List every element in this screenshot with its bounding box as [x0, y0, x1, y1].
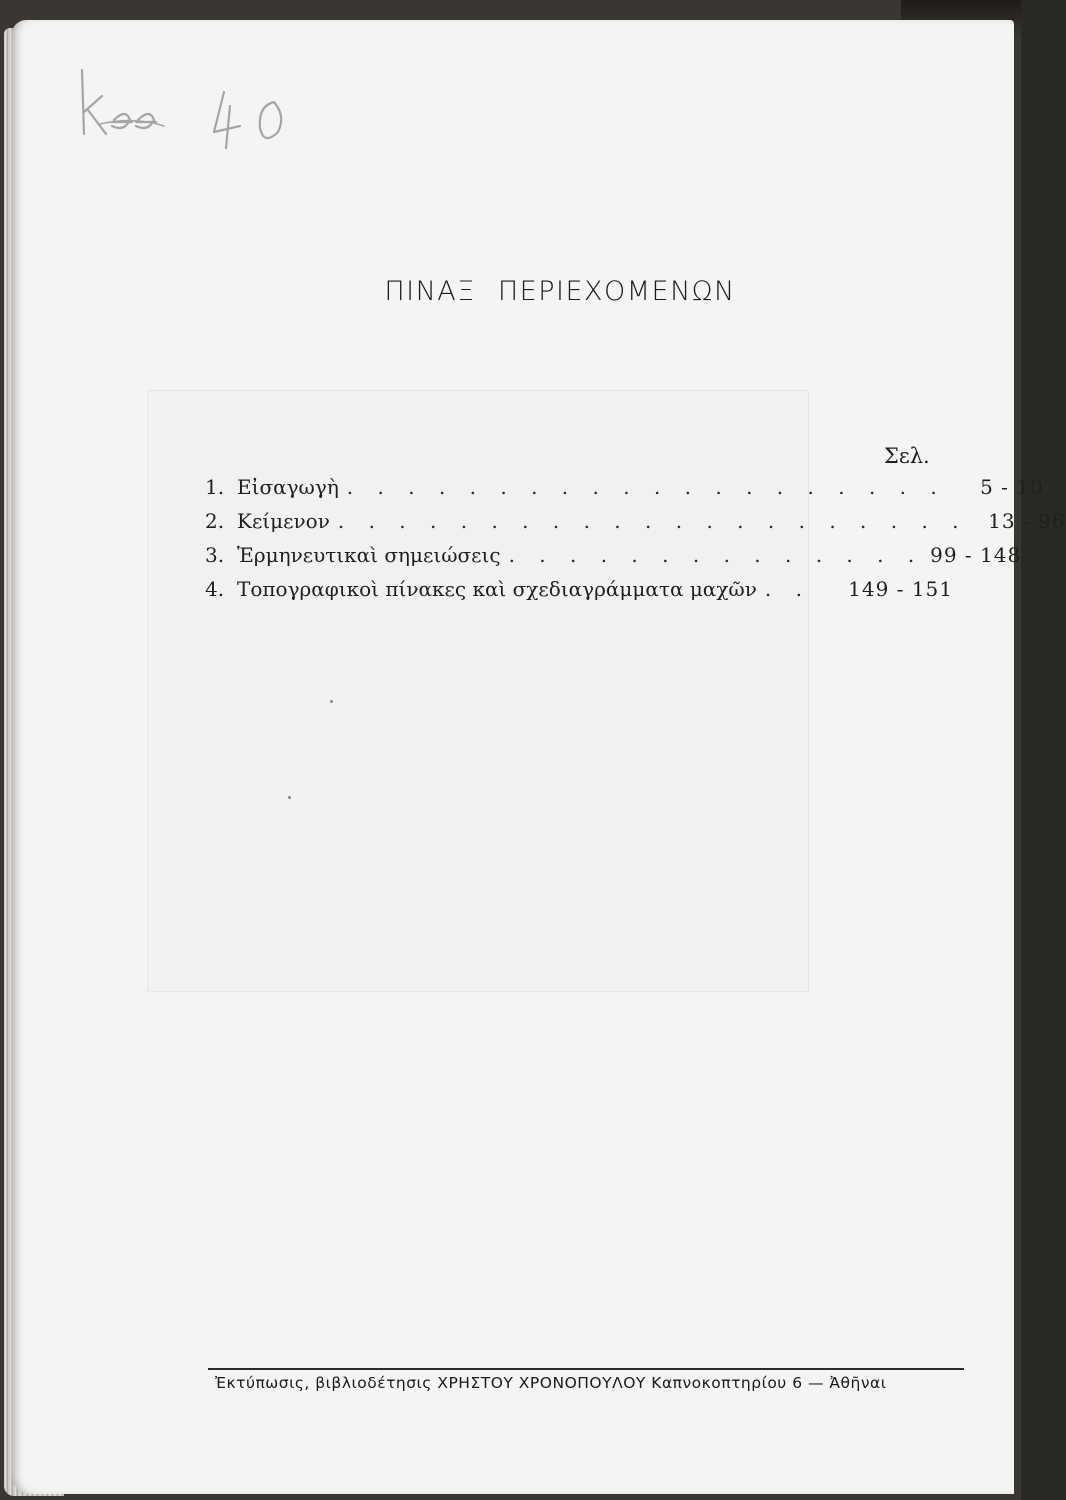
table-of-contents	[205, 475, 1066, 611]
toc-leader-dots: . . . . . . . . . . . . . .	[508, 543, 924, 567]
handwritten-pencil-mark	[74, 62, 334, 152]
toc-page-range: 5 - 10	[980, 475, 1044, 499]
toc-title: Εἰσαγωγὴ	[237, 475, 339, 499]
page-title	[12, 276, 1014, 307]
toc-page-range: 13 - 96	[988, 509, 1066, 533]
title-word-1: ΠΙΝΑΞ	[384, 276, 476, 307]
toc-leader-dots: . . . . . . . . . . . . . . . . . . . .	[346, 475, 946, 499]
toc-number: 2.	[205, 509, 225, 533]
toc-row	[205, 543, 1022, 577]
toc-number: 1.	[205, 475, 225, 499]
toc-page-range: 99 - 148	[930, 543, 1022, 567]
toc-title: Ἑρμηνευτικαὶ σημειώσεις	[237, 543, 501, 567]
footer-rule	[208, 1368, 964, 1370]
toc-leader-dots: . . . . . . . . . . . . . . . . . . . . .	[337, 509, 968, 533]
toc-title: Τοπογραφικοὶ πίνακες καὶ σχεδιαγράμματα μαχῶν	[237, 577, 757, 601]
page-column-header: Σελ.	[884, 444, 930, 468]
toc-row	[205, 509, 1066, 543]
paper-speck	[288, 796, 291, 799]
printer-imprint: Ἐκτύπωσις, βιβλιοδέτησις ΧΡΗΣΤΟΥ ΧΡΟΝΟΠΟΥΛΟΥ Καπνοκοπτηρίου 6 — Ἀθῆναι	[215, 1374, 887, 1392]
toc-title: Κείμενον	[237, 509, 330, 533]
toc-page-range: 149 - 151	[848, 577, 953, 601]
toc-row	[205, 475, 1044, 509]
title-word-2: ΠΕΡΙΕΧΟΜΕΝΩΝ	[497, 276, 736, 307]
book-page	[12, 20, 1066, 1494]
toc-number: 3.	[205, 543, 225, 567]
toc-number: 4.	[205, 577, 225, 601]
toc-leader-dots: . .	[764, 577, 811, 601]
paper-speck	[330, 700, 333, 703]
toc-row	[205, 577, 953, 611]
